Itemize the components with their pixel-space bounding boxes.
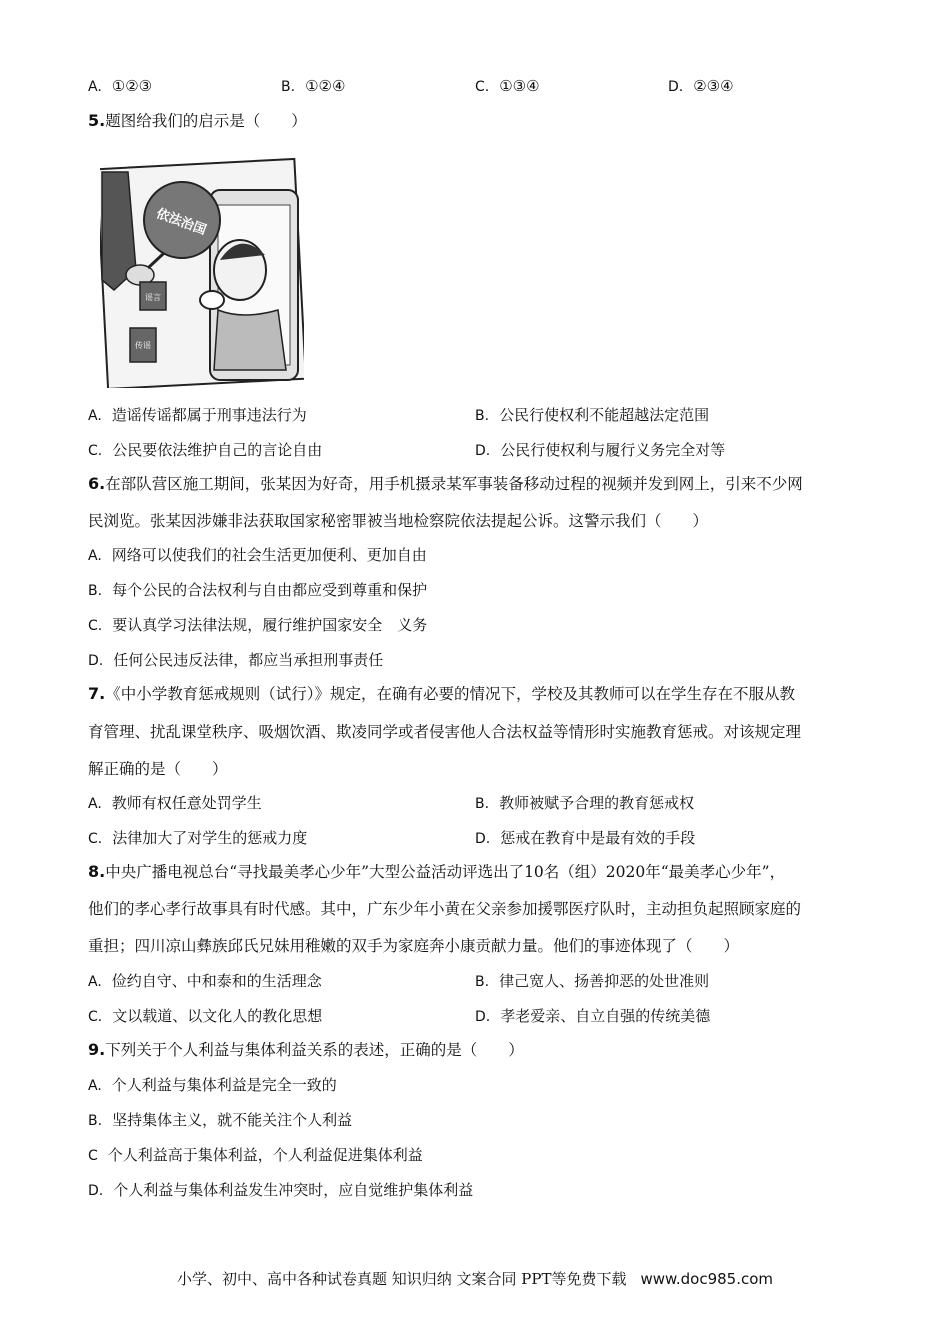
q6-option-d: D. 任何公民违反法律，都应当承担刑事责任 — [88, 651, 384, 669]
q7-option-d: D. 惩戒在教育中是最有效的手段 — [475, 829, 696, 847]
q8-option-c: C. 文以载道、以文化人的教化思想 — [88, 1007, 323, 1025]
left-sign-text: 谣言 — [145, 293, 161, 302]
q5-option-b: B. 公民行使权利不能超越法定范围 — [475, 406, 710, 424]
q6-stem-line2: 民浏览。张某因涉嫌非法获取国家秘密罪被当地检察院依法提起公诉。这警示我们（ ） — [88, 512, 709, 530]
q7-option-b: B. 教师被赋予合理的教育惩戒权 — [475, 794, 695, 812]
footer-url[interactable]: www.doc985.com — [640, 1270, 774, 1288]
q5-cartoon-image — [100, 150, 304, 388]
bottom-sign-text: 传谣 — [135, 341, 151, 350]
q6-option-c: C. 要认真学习法律法规，履行维护国家安全 义务 — [88, 616, 428, 634]
q9-option-a: A. 个人利益与集体利益是完全一致的 — [88, 1076, 337, 1094]
q5-option-c: C. 公民要依法维护自己的言论自由 — [88, 441, 323, 459]
q6-option-a: A. 网络可以使我们的社会生活更加便利、更加自由 — [88, 546, 427, 564]
page-footer — [0, 1268, 950, 1289]
q8-option-a: A. 俭约自守、中和泰和的生活理念 — [88, 972, 322, 990]
q8-stem-line3: 重担；四川凉山彝族邱氏兄妹用稚嫩的双手为家庭奔小康贡献力量。他们的事迹体现了（ ） — [88, 937, 740, 955]
q6-stem-line1: 6.在部队营区施工期间，张某因为好奇，用手机摄录某军事装备移动过程的视频并发到网上，引来不少网 — [88, 474, 803, 493]
q9-stem: 9.下列关于个人利益与集体利益关系的表述，正确的是（ ） — [88, 1040, 524, 1059]
q7-option-a: A. 教师有权任意处罚学生 — [88, 794, 262, 812]
q7-option-c: C. 法律加大了对学生的惩戒力度 — [88, 829, 308, 847]
q7-stem-line2: 育管理、扰乱课堂秩序、吸烟饮酒、欺凌同学或者侵害他人合法权益等情形时实施教育惩戒。对该规定理 — [88, 723, 802, 741]
q5-stem: 5.题图给我们的启示是（ ） — [88, 111, 307, 130]
q6-option-b: B. 每个公民的合法权利与自由都应受到尊重和保护 — [88, 581, 428, 599]
footer-text: 小学、初中、高中各种试卷真题 知识归纳 文案合同 PPT等免费下载 — [176, 1270, 627, 1288]
q8-option-b: B. 律己宽人、扬善抑恶的处世准则 — [475, 972, 710, 990]
q7-stem-line3: 解正确的是（ ） — [88, 760, 228, 778]
q8-stem-line2: 他们的孝心孝行故事具有时代感。其中，广东少年小黄在父亲参加援鄂医疗队时，主动担负起照顾家庭的 — [88, 900, 802, 918]
q5-option-a: A. 造谣传谣都属于刑事违法行为 — [88, 406, 307, 424]
q9-option-c: C 个人利益高于集体利益，个人利益促进集体利益 — [88, 1146, 423, 1164]
q5-option-d: D. 公民行使权利与履行义务完全对等 — [475, 441, 726, 459]
q4-option-a: A. ①②③ — [88, 77, 153, 95]
q9-option-b: B. 坚持集体主义，就不能关注个人利益 — [88, 1111, 353, 1129]
round-sign-text: 依法治国 — [154, 206, 209, 239]
q8-option-d: D. 孝老爱亲、自立自强的传统美德 — [475, 1007, 711, 1025]
q4-option-d: D. ②③④ — [668, 77, 734, 95]
q4-option-c: C. ①③④ — [475, 77, 540, 95]
q9-option-d: D. 个人利益与集体利益发生冲突时，应自觉维护集体利益 — [88, 1181, 474, 1199]
q7-stem-line1: 7.《中小学教育惩戒规则（试行）》规定，在确有必要的情况下，学校及其教师可以在学生存在不服从教 — [88, 684, 795, 703]
q4-option-b: B. ①②④ — [281, 77, 346, 95]
q8-stem-line1: 8.中央广播电视总台“寻找最美孝心少年”大型公益活动评选出了10名（组）2020年“最美孝心少年”， — [88, 862, 786, 881]
